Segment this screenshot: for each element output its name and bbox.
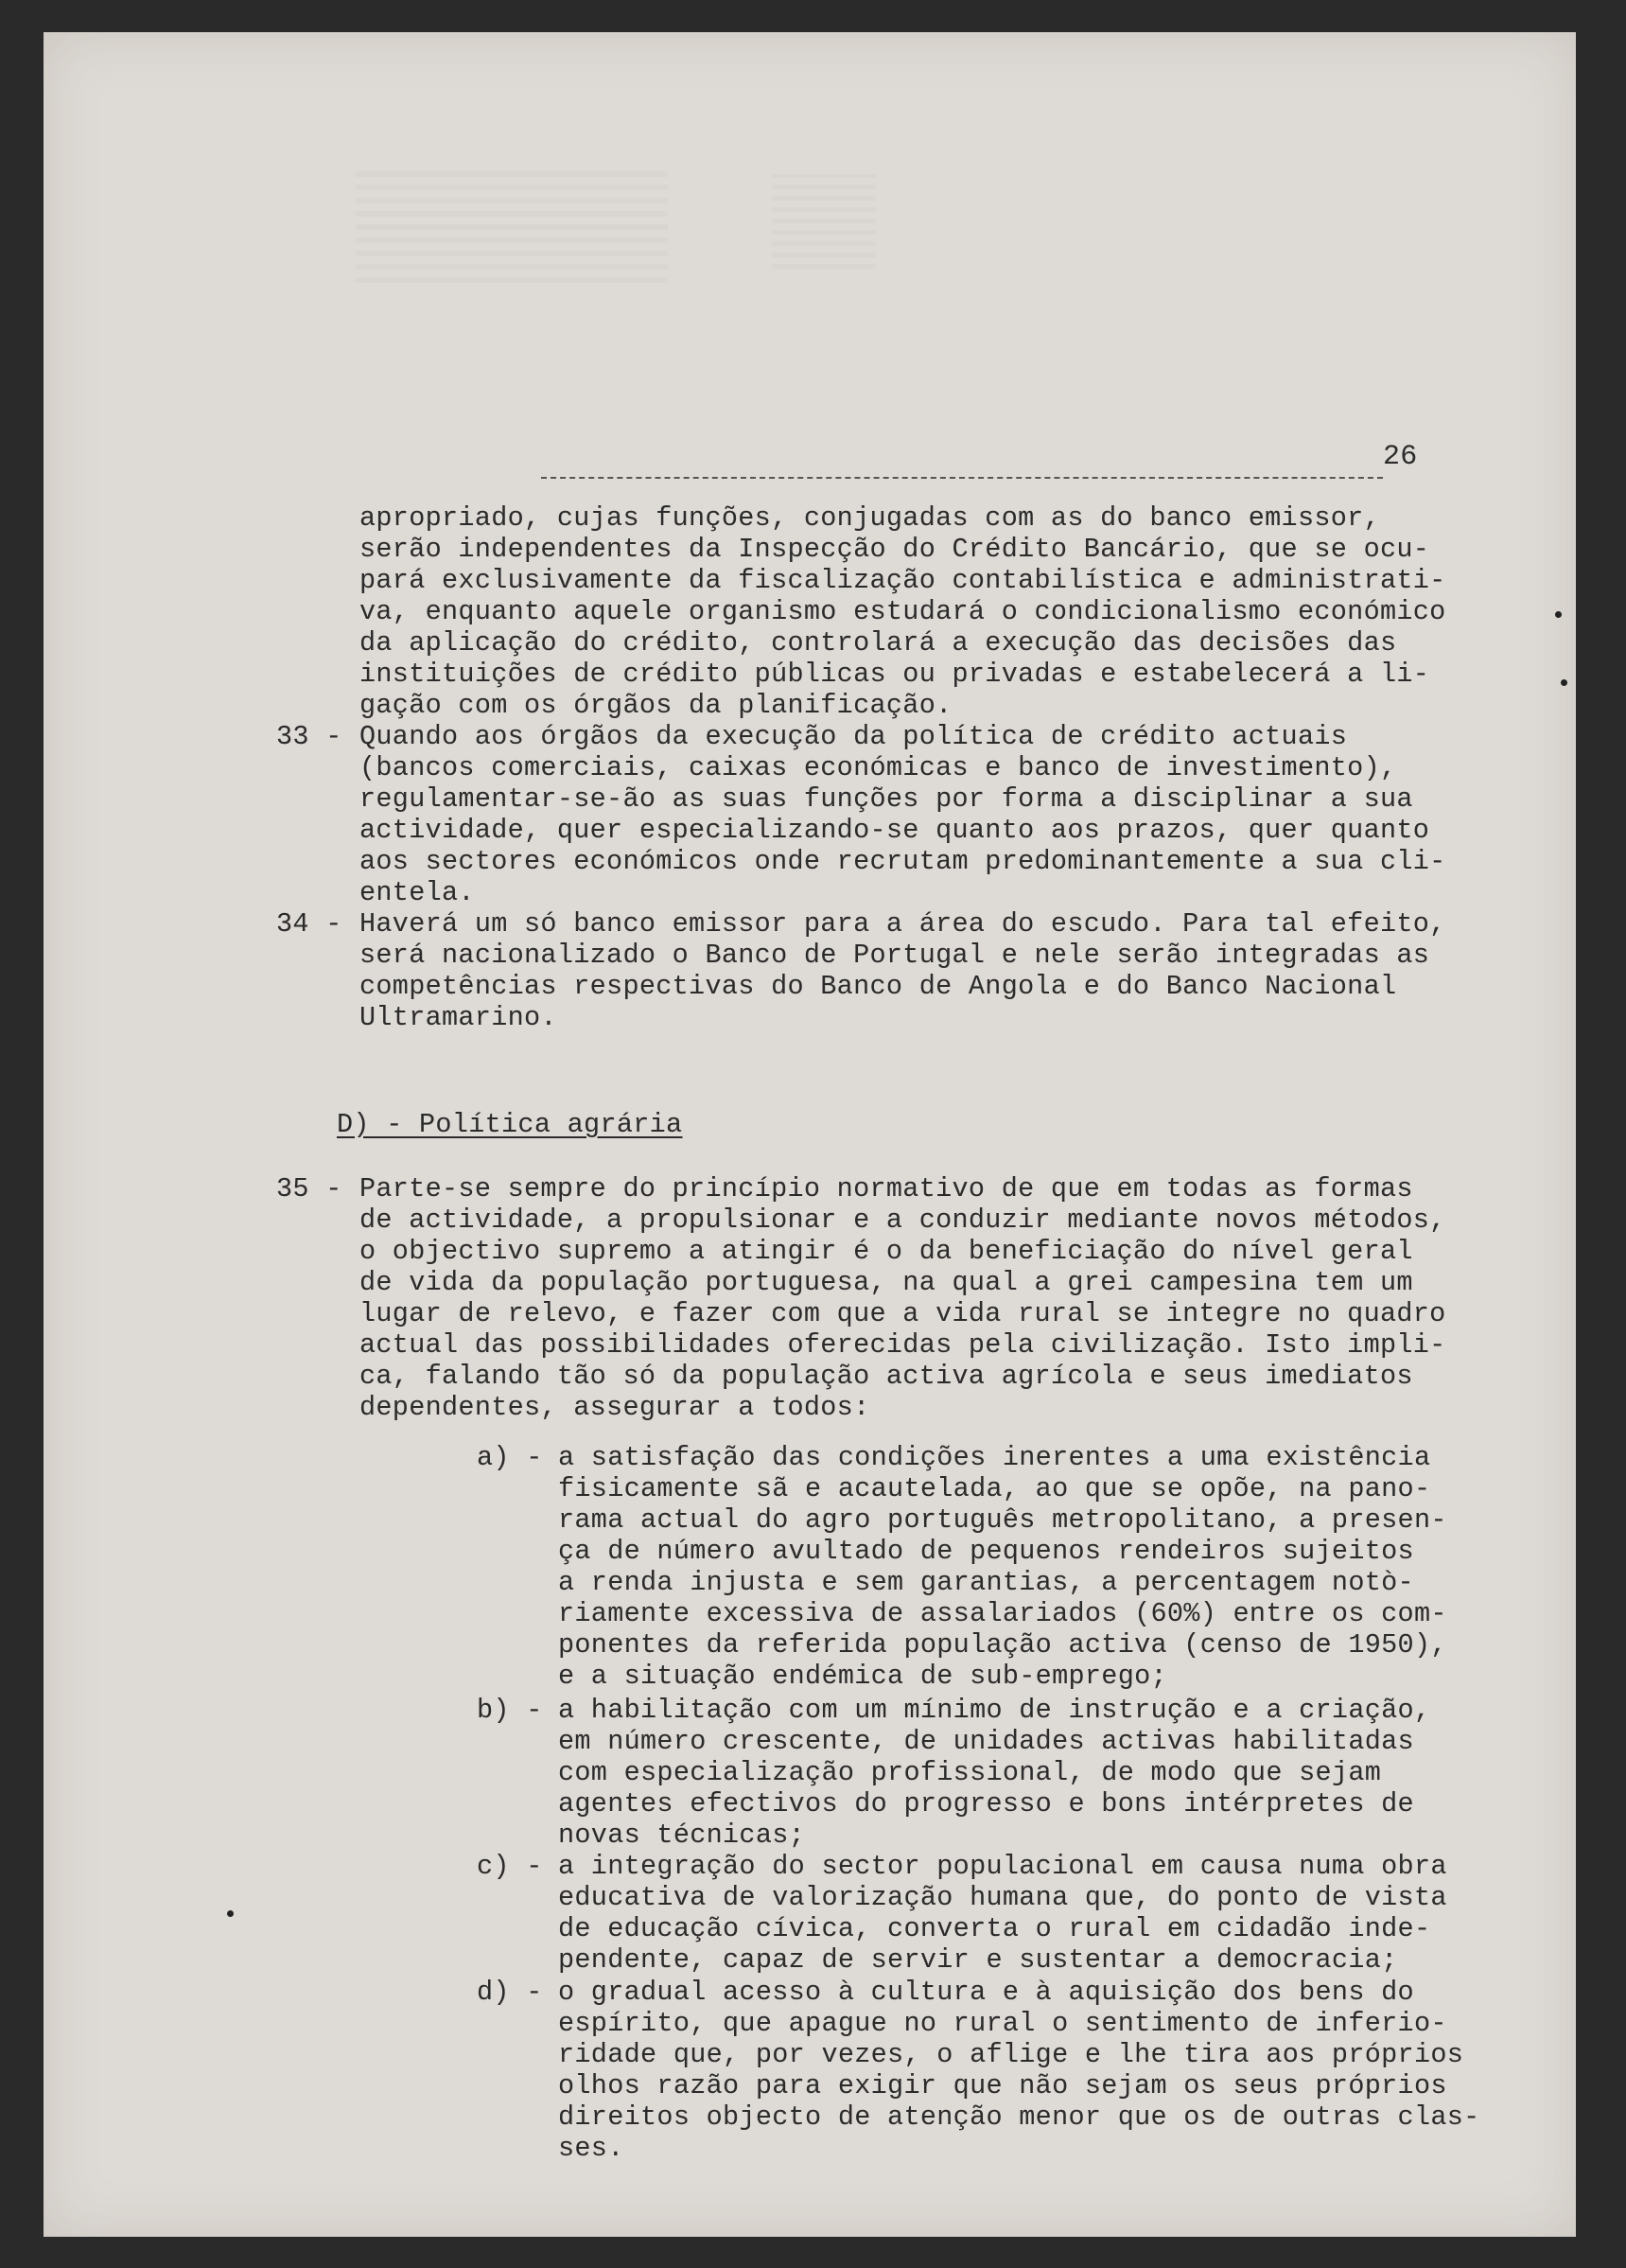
text-line: agentes efectivos do progresso e bons intérpretes de <box>558 1788 1414 1820</box>
sub-item-c <box>477 1851 1447 1976</box>
intro-paragraph <box>359 502 1446 721</box>
text-line: Parte-se sempre do princípio normativo de que em todas as formas <box>359 1173 1413 1204</box>
item-33 <box>276 721 1446 908</box>
text-line: espírito, que apague no rural o sentimento de inferio- <box>558 2008 1447 2039</box>
text-line: e a situação endémica de sub-emprego; <box>558 1661 1167 1692</box>
text-line: va, enquanto aquele organismo estudará o condicionalismo económico <box>359 596 1446 627</box>
text-line: serão independentes da Inspecção do Crédito Bancário, que se ocu- <box>359 534 1430 565</box>
text-line: gação com os órgãos da planificação. <box>359 690 953 721</box>
text-line: de actividade, a propulsionar e a conduzir mediante novos métodos, <box>359 1204 1446 1236</box>
text-line: pendente, capaz de servir e sustentar a democracia; <box>558 1944 1398 1976</box>
item-number: 34 - <box>276 908 342 940</box>
text-line: ses. <box>558 2133 624 2164</box>
item-34 <box>276 908 1446 1033</box>
sub-item-label: d) - <box>477 1977 543 2008</box>
section-heading: D) - Política agrária <box>337 1109 683 1140</box>
text-line: com especialização profissional, de modo que sejam <box>558 1757 1382 1788</box>
text-line: a satisfação das condições inerentes a uma existência <box>558 1442 1431 1473</box>
text-line: ca, falando tão só da população activa agrícola e seus imediatos <box>359 1361 1413 1392</box>
text-line: da aplicação do crédito, controlará a execução das decisões das <box>359 627 1397 659</box>
item-35 <box>276 1173 1446 1423</box>
text-line: regulamentar-se-ão as suas funções por forma a disciplinar a sua <box>359 783 1413 815</box>
sub-item-b <box>477 1695 1431 1851</box>
text-line: instituições de crédito públicas ou privadas e estabelecerá a li- <box>359 659 1430 690</box>
text-line: em número crescente, de unidades activas habilitadas <box>558 1726 1414 1757</box>
text-line: de educação cívica, converta o rural em cidadão inde- <box>558 1913 1431 1944</box>
text-line: direitos objecto de atenção menor que os de outras clas- <box>558 2101 1480 2133</box>
text-line: Ultramarino. <box>359 1002 557 1033</box>
text-line: actual das possibilidades oferecidas pela civilização. Isto impli- <box>359 1329 1446 1361</box>
text-line: ridade que, por vezes, o aflige e lhe tira aos próprios <box>558 2039 1464 2070</box>
item-number: 33 - <box>276 721 342 752</box>
header-rule <box>541 477 1383 479</box>
sub-item-label: b) - <box>477 1695 543 1726</box>
text-line: olhos razão para exigir que não sejam os seus próprios <box>558 2070 1447 2101</box>
text-line: o objectivo supremo a atingir é o da beneficiação do nível geral <box>359 1236 1413 1267</box>
text-line: novas técnicas; <box>558 1820 806 1851</box>
text-line: o gradual acesso à cultura e à aquisição dos bens do <box>558 1977 1414 2008</box>
text-line: educativa de valorização humana que, do ponto de vista <box>558 1882 1447 1913</box>
text-line: a habilitação com um mínimo de instrução e a criação, <box>558 1695 1431 1726</box>
text-line: ponentes da referida população activa (censo de 1950), <box>558 1629 1447 1661</box>
document-page <box>44 32 1576 2237</box>
text-line: Haverá um só banco emissor para a área do escudo. Para tal efeito, <box>359 908 1446 940</box>
text-line: entela. <box>359 877 475 908</box>
item-number: 35 - <box>276 1173 342 1204</box>
sub-item-label: c) - <box>477 1851 543 1882</box>
text-line: Quando aos órgãos da execução da política de crédito actuais <box>359 721 1348 752</box>
text-line: aos sectores económicos onde recrutam predominantemente a sua cli- <box>359 846 1446 877</box>
text-line: ça de número avultado de pequenos rendeiros sujeitos <box>558 1536 1414 1567</box>
typed-text <box>44 32 1576 2237</box>
page-number: 26 <box>1383 441 1418 473</box>
text-line: de vida da população portuguesa, na qual a grei campesina tem um <box>359 1267 1413 1298</box>
sub-item-d <box>477 1977 1480 2164</box>
text-line: competências respectivas do Banco de Angola e do Banco Nacional <box>359 971 1397 1002</box>
text-line: rama actual do agro português metropolitano, a presen- <box>558 1504 1447 1536</box>
text-line: dependentes, assegurar a todos: <box>359 1392 870 1423</box>
sub-item-a <box>477 1442 1447 1692</box>
ink-dot <box>1561 679 1567 686</box>
text-line: riamente excessiva de assalariados (60%) entre os com- <box>558 1598 1447 1629</box>
text-line: pará exclusivamente da fiscalização contabilística e administrati- <box>359 565 1446 596</box>
text-line: fisicamente sã e acautelada, ao que se opõe, na pano- <box>558 1473 1431 1504</box>
text-line: apropriado, cujas funções, conjugadas com as do banco emissor, <box>359 502 1380 534</box>
text-line: será nacionalizado o Banco de Portugal e nele serão integradas as <box>359 940 1430 971</box>
text-line: actividade, quer especializando-se quanto aos prazos, quer quanto <box>359 815 1430 846</box>
text-line: (bancos comerciais, caixas económicas e banco de investimento), <box>359 752 1397 783</box>
text-line: a renda injusta e sem garantias, a percentagem notò- <box>558 1567 1414 1598</box>
text-line: lugar de relevo, e fazer com que a vida rural se integre no quadro <box>359 1298 1446 1329</box>
text-line: a integração do sector populacional em causa numa obra <box>558 1851 1447 1882</box>
sub-item-label: a) - <box>477 1442 543 1473</box>
ink-dot <box>227 1910 234 1917</box>
ink-dot <box>1555 611 1562 618</box>
